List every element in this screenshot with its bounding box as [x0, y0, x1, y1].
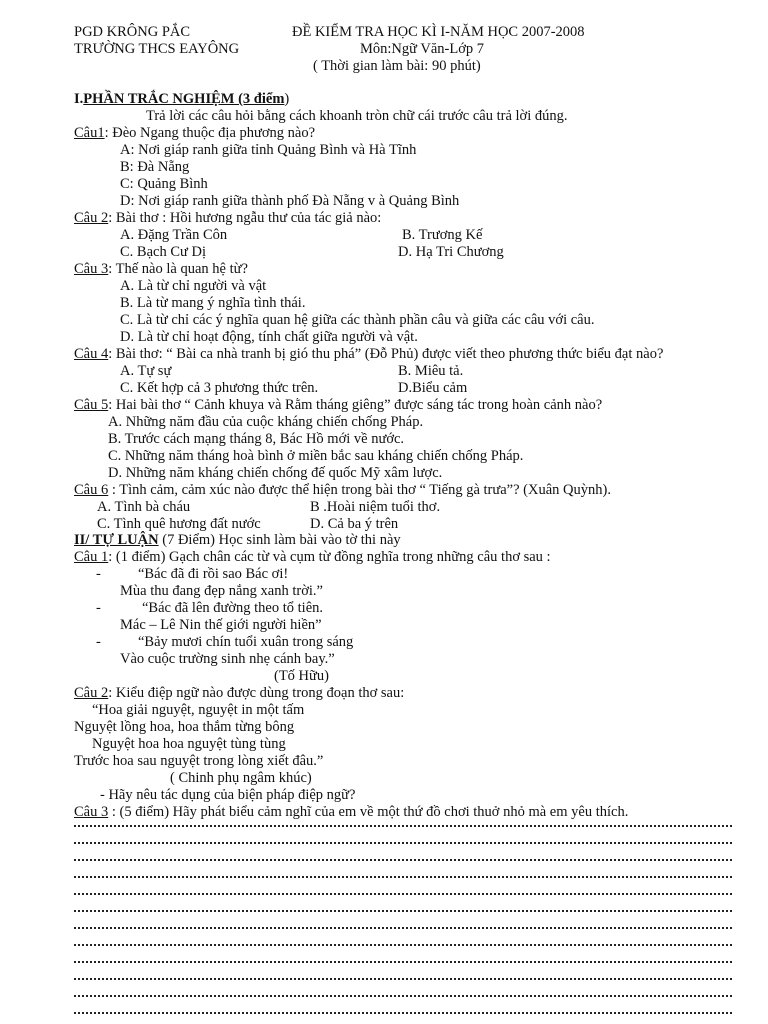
poem1-author: (Tố Hữu) — [274, 668, 329, 684]
q1-option-d: D: Nơi giáp ranh giữa thành phố Đà Nẵng v à Quảng Bình — [120, 193, 460, 209]
school-district: PGD KRÔNG PẮC — [74, 24, 191, 40]
school-name: TRƯỜNG THCS EAYÔNG — [74, 41, 240, 57]
question-4: Câu 4: Bài thơ: “ Bài ca nhà tranh bị gió thu phá” (Đỗ Phủ) được viết theo phương thức biểu đạt nào? — [74, 346, 664, 362]
question-6: Câu 6 : Tình cảm, cảm xúc nào được thể hiện trong bài thơ “ Tiếng gà trưa”? (Xuân Quỳnh). — [74, 482, 611, 498]
essay-question-2-sub: - Hãy nêu tác dụng của biện pháp điệp ngữ? — [100, 787, 356, 803]
q5-option-c: C. Những năm tháng hoà bình ở miền bắc sau kháng chiến chống Pháp. — [108, 448, 524, 464]
essay-question-3: Câu 3 : (5 điểm) Hãy phát biểu cảm nghĩ của em về một thứ đồ chơi thuở nhỏ mà em yêu thích. — [74, 804, 629, 820]
q3-option-d: D. Là từ chỉ hoạt động, tính chất giữa người và vật. — [120, 329, 418, 345]
exam-subject: Môn:Ngữ Văn-Lớp 7 — [360, 41, 485, 57]
q1-option-c: C: Quảng Bình — [120, 176, 208, 192]
poem2-line-2: Nguyệt lồng hoa, hoa thắm từng bông — [74, 719, 295, 735]
poem1-line-6: Vào cuộc trường sinh nhẹ cánh bay.” — [120, 651, 335, 667]
poem2-line-1: “Hoa giải nguyệt, nguyệt in một tấm — [92, 702, 305, 718]
question-3: Câu 3: Thế nào là quan hệ từ? — [74, 261, 248, 277]
poem1-line-4: Mác – Lê Nin thế giới người hiền” — [120, 617, 322, 633]
poem1-line-2: Mùa thu đang đẹp nắng xanh trời.” — [120, 583, 323, 599]
q6-option-b: B .Hoài niệm tuổi thơ. — [310, 499, 441, 515]
question-2: Câu 2: Bài thơ : Hồi hương ngẫu thư của tác giả nào: — [74, 210, 382, 226]
poem1-dash: - — [96, 566, 101, 582]
q3-option-c: C. Là từ chỉ các ý nghĩa quan hệ giữa các thành phần câu và giữa các câu với câu. — [120, 312, 595, 328]
q2-option-a: A. Đặng Trần Côn — [120, 227, 228, 243]
q3-option-a: A. Là từ chỉ người và vật — [120, 278, 267, 294]
part1-instruction: Trả lời các câu hỏi bằng cách khoanh tròn chữ cái trước câu trả lời đúng. — [146, 108, 568, 124]
question-5: Câu 5: Hai bài thơ “ Cảnh khuya và Rằm tháng giêng” được sáng tác trong hoàn cảnh nào? — [74, 397, 603, 413]
answer-line[interactable] — [74, 995, 732, 1014]
poem2-source: ( Chinh phụ ngâm khúc) — [170, 770, 312, 786]
poem1-line-3: “Bác đã lên đường theo tổ tiên. — [142, 600, 324, 616]
essay-question-1: Câu 1: (1 điểm) Gạch chân các từ và cụm từ đồng nghĩa trong những câu thơ sau : — [74, 549, 551, 565]
q3-option-b: B. Là từ mang ý nghĩa tình thái. — [120, 295, 306, 311]
poem2-line-4: Trước hoa sau nguyệt trong lòng xiết đâu.” — [74, 753, 324, 769]
q2-option-c: C. Bạch Cư Dị — [120, 244, 206, 260]
q5-option-d: D. Những năm kháng chiến chống đế quốc Mỹ xâm lược. — [108, 465, 443, 481]
part2-heading: II/ TỰ LUẬN (7 Điểm) Học sinh làm bài vào tờ thi này — [74, 532, 401, 548]
q4-option-b: B. Miêu tả. — [398, 363, 464, 379]
poem1-line-1: “Bác đã đi rồi sao Bác ơi! — [138, 566, 289, 582]
q6-option-d: D. Cả ba ý trên — [310, 516, 399, 532]
poem3-dash: - — [96, 634, 101, 650]
q2-option-b: B. Trương Kế — [402, 227, 483, 243]
exam-title: ĐỀ KIỂM TRA HỌC KÌ I-NĂM HỌC 2007-2008 — [292, 24, 585, 40]
exam-duration: ( Thời gian làm bài: 90 phút) — [313, 58, 481, 74]
part1-heading: I.PHẦN TRẮC NGHIỆM (3 điểm) — [74, 91, 290, 107]
q4-option-a: A. Tự sự — [120, 363, 172, 379]
q6-option-a: A. Tình bà cháu — [97, 499, 191, 515]
essay-question-2: Câu 2: Kiểu điệp ngữ nào được dùng trong đoạn thơ sau: — [74, 685, 405, 701]
question-1: Câu1: Đèo Ngang thuộc địa phương nào? — [74, 125, 316, 141]
poem1-line-5: “Bảy mươi chín tuổi xuân trong sáng — [138, 634, 354, 650]
q4-option-c: C. Kết hợp cả 3 phương thức trên. — [120, 380, 319, 396]
q1-option-b: B: Đà Nẵng — [120, 159, 190, 175]
q5-option-a: A. Những năm đầu của cuộc kháng chiến chống Pháp. — [108, 414, 424, 430]
poem2-line-3: Nguyệt hoa hoa nguyệt tùng tùng — [92, 736, 286, 752]
q4-option-d: D.Biểu cảm — [398, 380, 468, 396]
poem2-dash: - — [96, 600, 101, 616]
q2-option-d: D. Hạ Tri Chương — [398, 244, 504, 260]
q6-option-c: C. Tình quê hương đất nước — [97, 516, 261, 532]
q1-option-a: A: Nơi giáp ranh giữa tỉnh Quảng Bình và Hà Tĩnh — [120, 142, 417, 158]
q5-option-b: B. Trước cách mạng tháng 8, Bác Hồ mới về nước. — [108, 431, 405, 447]
